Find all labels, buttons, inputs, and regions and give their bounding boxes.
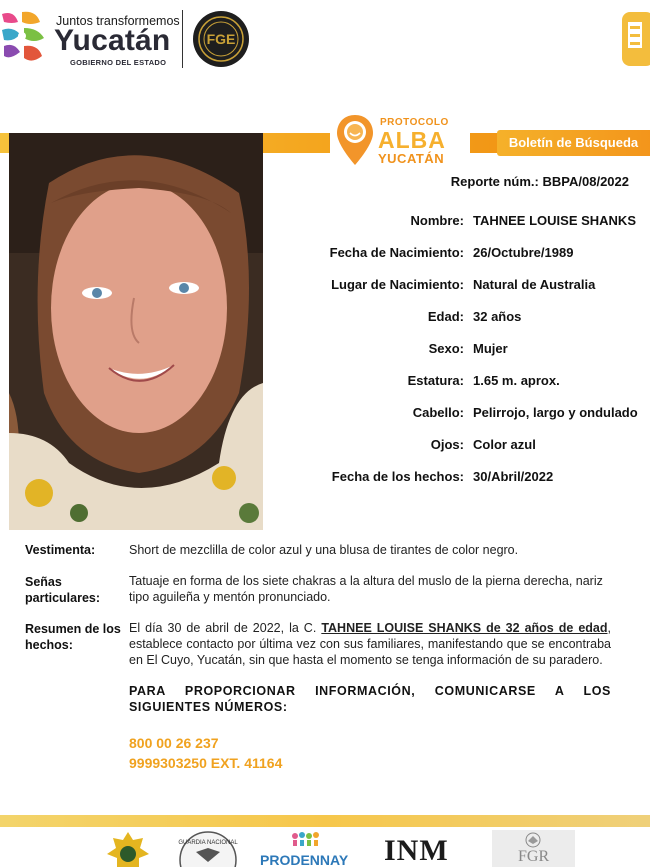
field-fecha-hechos: [280, 469, 640, 487]
field-value: 30/Abril/2022: [473, 469, 554, 484]
field-label: Ojos:: [430, 437, 464, 452]
alba-name: ALBA: [378, 127, 446, 153]
missing-person-photo: [9, 133, 263, 530]
report-label: Reporte núm.:: [450, 174, 539, 189]
fgr-eagle-icon: [522, 832, 544, 848]
prodennay-figures-icon: [290, 832, 320, 846]
footer-band: [0, 815, 650, 827]
senas-label: [25, 574, 100, 606]
yucatan-logo-icon: [0, 8, 48, 70]
inm-label: INM: [384, 834, 449, 867]
field-value: 32 años: [473, 309, 522, 324]
field-value: TAHNEE LOUISE SHANKS: [473, 213, 636, 228]
field-sexo: [280, 341, 640, 359]
header-divider: [182, 10, 183, 68]
fgr-label: FGR: [518, 848, 550, 865]
fge-seal-label: FGE: [206, 31, 236, 47]
inm-logo: [384, 830, 469, 867]
field-estatura: [280, 373, 640, 391]
phone-number-2[interactable]: 9999303250 EXT. 41164: [129, 755, 283, 771]
vestimenta-text: Short de mezclilla de color azul y una blusa de tirantes de color negro.: [129, 543, 519, 557]
field-value: 1.65 m. aprox.: [473, 373, 560, 388]
resumen-emphasis: TAHNEE LOUISE SHANKS de 32 años de edad: [321, 621, 608, 635]
police-badge-icon: [103, 830, 153, 867]
field-nombre: [280, 213, 640, 231]
field-value: 26/Octubre/1989: [473, 245, 574, 260]
field-value: Color azul: [473, 437, 536, 452]
report-value: BBPA/08/2022: [542, 174, 629, 189]
header-state-name: Yucatán: [54, 24, 171, 57]
field-label: Fecha de Nacimiento:: [329, 245, 464, 260]
state-seal-icon: [620, 10, 650, 68]
phone-number-1[interactable]: 800 00 26 237: [129, 735, 219, 751]
alba-protocolo: PROTOCOLO: [380, 117, 449, 128]
field-label: Nombre:: [410, 213, 464, 228]
field-label: Sexo:: [428, 341, 464, 356]
field-lugar-nacimiento: [280, 277, 640, 295]
senas-label-line2: particulares:: [25, 591, 101, 605]
guardia-nacional-logo-icon: [178, 830, 238, 867]
field-label: Edad:: [427, 309, 464, 324]
field-label: Fecha de los hechos:: [331, 469, 464, 484]
resumen-label-line1: Resumen de los: [25, 622, 121, 636]
senas-text: Tatuaje en forma de los siete chakras a la altura del muslo de la pierna derecha, nariz tipo aguileña y mentón pronunciado.: [129, 574, 603, 604]
field-edad: [280, 309, 640, 327]
field-ojos: [280, 437, 640, 455]
prodennay-label: PRODENNAY: [260, 852, 349, 868]
fgr-logo: [492, 830, 575, 867]
alba-state: YUCATÁN: [378, 151, 445, 166]
resumen-text: [129, 620, 611, 668]
header-government: GOBIERNO DEL ESTADO: [70, 58, 167, 67]
resumen-label-line2: hechos:: [25, 638, 73, 652]
resumen-label: [25, 621, 121, 653]
alba-pin-icon: [335, 113, 375, 169]
senas-label-line1: Señas: [25, 575, 62, 589]
report-number: [300, 174, 629, 189]
field-value: Mujer: [473, 341, 508, 356]
fge-seal-icon: [192, 10, 250, 68]
field-cabello: [280, 405, 640, 423]
field-label: Lugar de Nacimiento:: [331, 277, 464, 292]
field-fecha-nacimiento: [280, 245, 640, 263]
prodennay-logo: [258, 830, 353, 867]
field-label: Cabello:: [412, 405, 464, 420]
contact-call-to-action: PARA PROPORCIONAR INFORMACIÓN, COMUNICARSE A LOS SIGUIENTES NÚMEROS:: [129, 684, 611, 714]
header-top-line: Juntos transformemos: [56, 14, 180, 28]
field-value: Natural de Australia: [473, 277, 596, 292]
field-label: Estatura:: [407, 373, 464, 388]
vestimenta-label: Vestimenta:: [25, 543, 96, 557]
resumen-post: , establece contacto por última vez con sus familiares, manifestando que se encontraba en El Cuyo, Yucatán, sin que hasta el momento se tenga información de su paradero.: [129, 621, 611, 667]
resumen-pre: El día 30 de abril de 2022, la C.: [129, 621, 322, 635]
field-value: Pelirrojo, largo y ondulado: [473, 405, 638, 420]
guardia-nacional-label: GUARDIA NACIONAL: [178, 840, 238, 846]
bulletin-label: Boletín de Búsqueda: [508, 135, 639, 150]
